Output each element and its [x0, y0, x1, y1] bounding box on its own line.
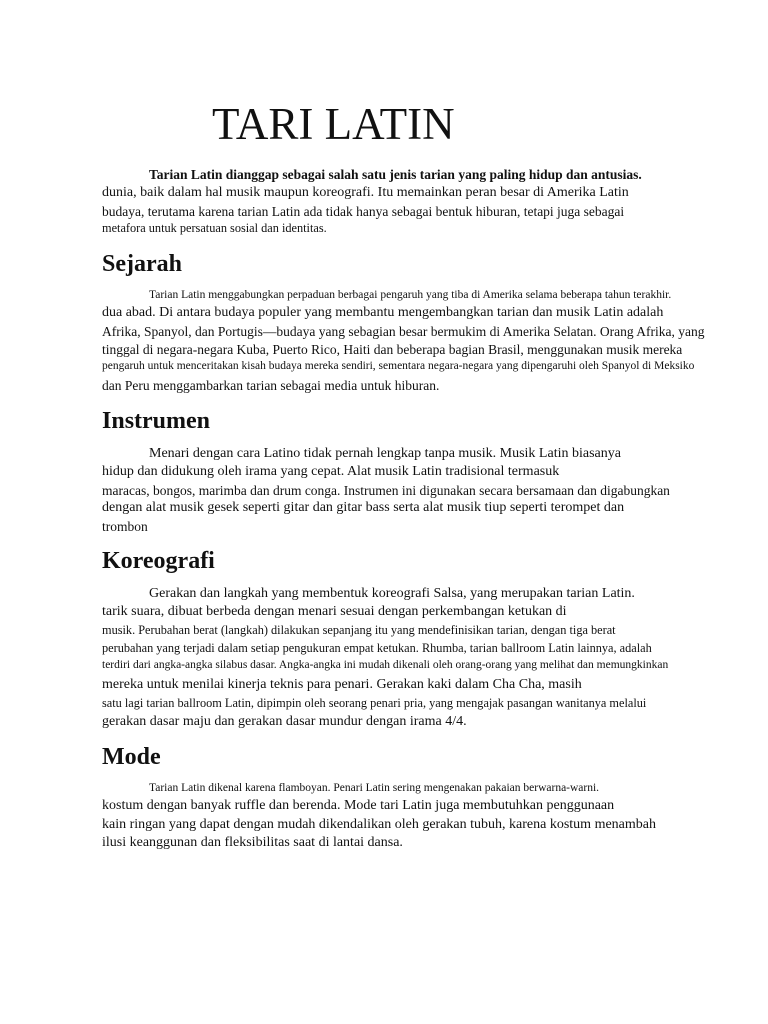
intro-line: dunia, baik dalam hal musik maupun koreografi. Itu memainkan peran besar di Amerika Latin [102, 185, 629, 200]
paragraph-line: ilusi keanggunan dan fleksibilitas saat di lantai dansa. [102, 835, 403, 850]
paragraph-line: tarik suara, dibuat berbeda dengan menari sesuai dengan perkembangan ketukan di [102, 604, 567, 619]
paragraph-line: dan Peru menggambarkan tarian sebagai media untuk hiburan. [102, 378, 440, 393]
paragraph-line: trombon [102, 519, 148, 534]
section-heading-sejarah: Sejarah [102, 251, 182, 277]
paragraph-line: terdiri dari angka-angka silabus dasar. Angka-angka ini mudah dikenali oleh orang-orang yang melihat dan memungkinkan [102, 659, 669, 671]
section-heading-instrumen: Instrumen [102, 408, 211, 434]
paragraph-line: kain ringan yang dapat dengan mudah dikendalikan oleh gerakan tubuh, karena kostum menambah [102, 817, 656, 832]
section-heading-koreografi: Koreografi [102, 548, 215, 574]
intro-line: metafora untuk persatuan sosial dan identitas. [102, 221, 327, 235]
paragraph-line: Menari dengan cara Latino tidak pernah lengkap tanpa musik. Musik Latin biasanya [149, 446, 621, 461]
paragraph-line: perubahan yang terjadi dalam setiap pengukuran empat ketukan. Rhumba, tarian ballroom Latin lainnya, adalah [102, 641, 652, 655]
paragraph-line: Gerakan dan langkah yang membentuk koreografi Salsa, yang merupakan tarian Latin. [149, 586, 635, 601]
paragraph-line: mereka untuk menilai kinerja teknis para penari. Gerakan kaki dalam Cha Cha, masih [102, 677, 582, 692]
paragraph-line: satu lagi tarian ballroom Latin, dipimpin oleh seorang penari pria, yang mengajak pasangan wanitanya melalui [102, 696, 647, 710]
paragraph-line: dengan alat musik gesek seperti gitar dan gitar bass serta alat musik tiup seperti terompet dan [102, 500, 625, 515]
paragraph-line: tinggal di negara-negara Kuba, Puerto Rico, Haiti dan beberapa bagian Brasil, menggunakan musik mereka [102, 342, 683, 357]
paragraph-line: kostum dengan banyak ruffle dan berenda. Mode tari Latin juga membutuhkan penggunaan [102, 798, 615, 813]
section-heading-mode: Mode [102, 744, 161, 770]
intro-line: budaya, terutama karena tarian Latin ada tidak hanya sebagai bentuk hiburan, tetapi juga sebagai [102, 204, 625, 219]
paragraph-line: Tarian Latin menggabungkan perpaduan berbagai pengaruh yang tiba di Amerika selama beberapa tahun terakhir. [149, 289, 672, 301]
paragraph-line: Tarian Latin dikenal karena flamboyan. Penari Latin sering mengenakan pakaian berwarna-warni. [149, 782, 600, 794]
paragraph-line: hidup dan didukung oleh irama yang cepat. Alat musik Latin tradisional termasuk [102, 464, 560, 479]
paragraph-line: dua abad. Di antara budaya populer yang membantu mengembangkan tarian dan musik Latin adalah [102, 305, 664, 320]
paragraph-line: musik. Perubahan berat (langkah) dilakukan sepanjang itu yang mendefinisikan tarian, dengan tiga berat [102, 623, 616, 637]
intro-line: Tarian Latin dianggap sebagai salah satu jenis tarian yang paling hidup dan antusias. [149, 167, 642, 182]
paragraph-line: Afrika, Spanyol, dan Portugis—budaya yang sebagian besar bermukim di Amerika Selatan. Orang Afrika, yang [102, 324, 705, 339]
page-title: TARI LATIN [212, 99, 455, 149]
paragraph-line: gerakan dasar maju dan gerakan dasar mundur dengan irama 4/4. [102, 714, 467, 729]
paragraph-line: maracas, bongos, marimba dan drum conga. Instrumen ini digunakan secara bersamaan dan digabungkan [102, 483, 670, 498]
paragraph-line: pengaruh untuk menceritakan kisah budaya mereka sendiri, sementara negara-negara yang dipengaruhi oleh Spanyol di Meksiko [102, 360, 695, 372]
